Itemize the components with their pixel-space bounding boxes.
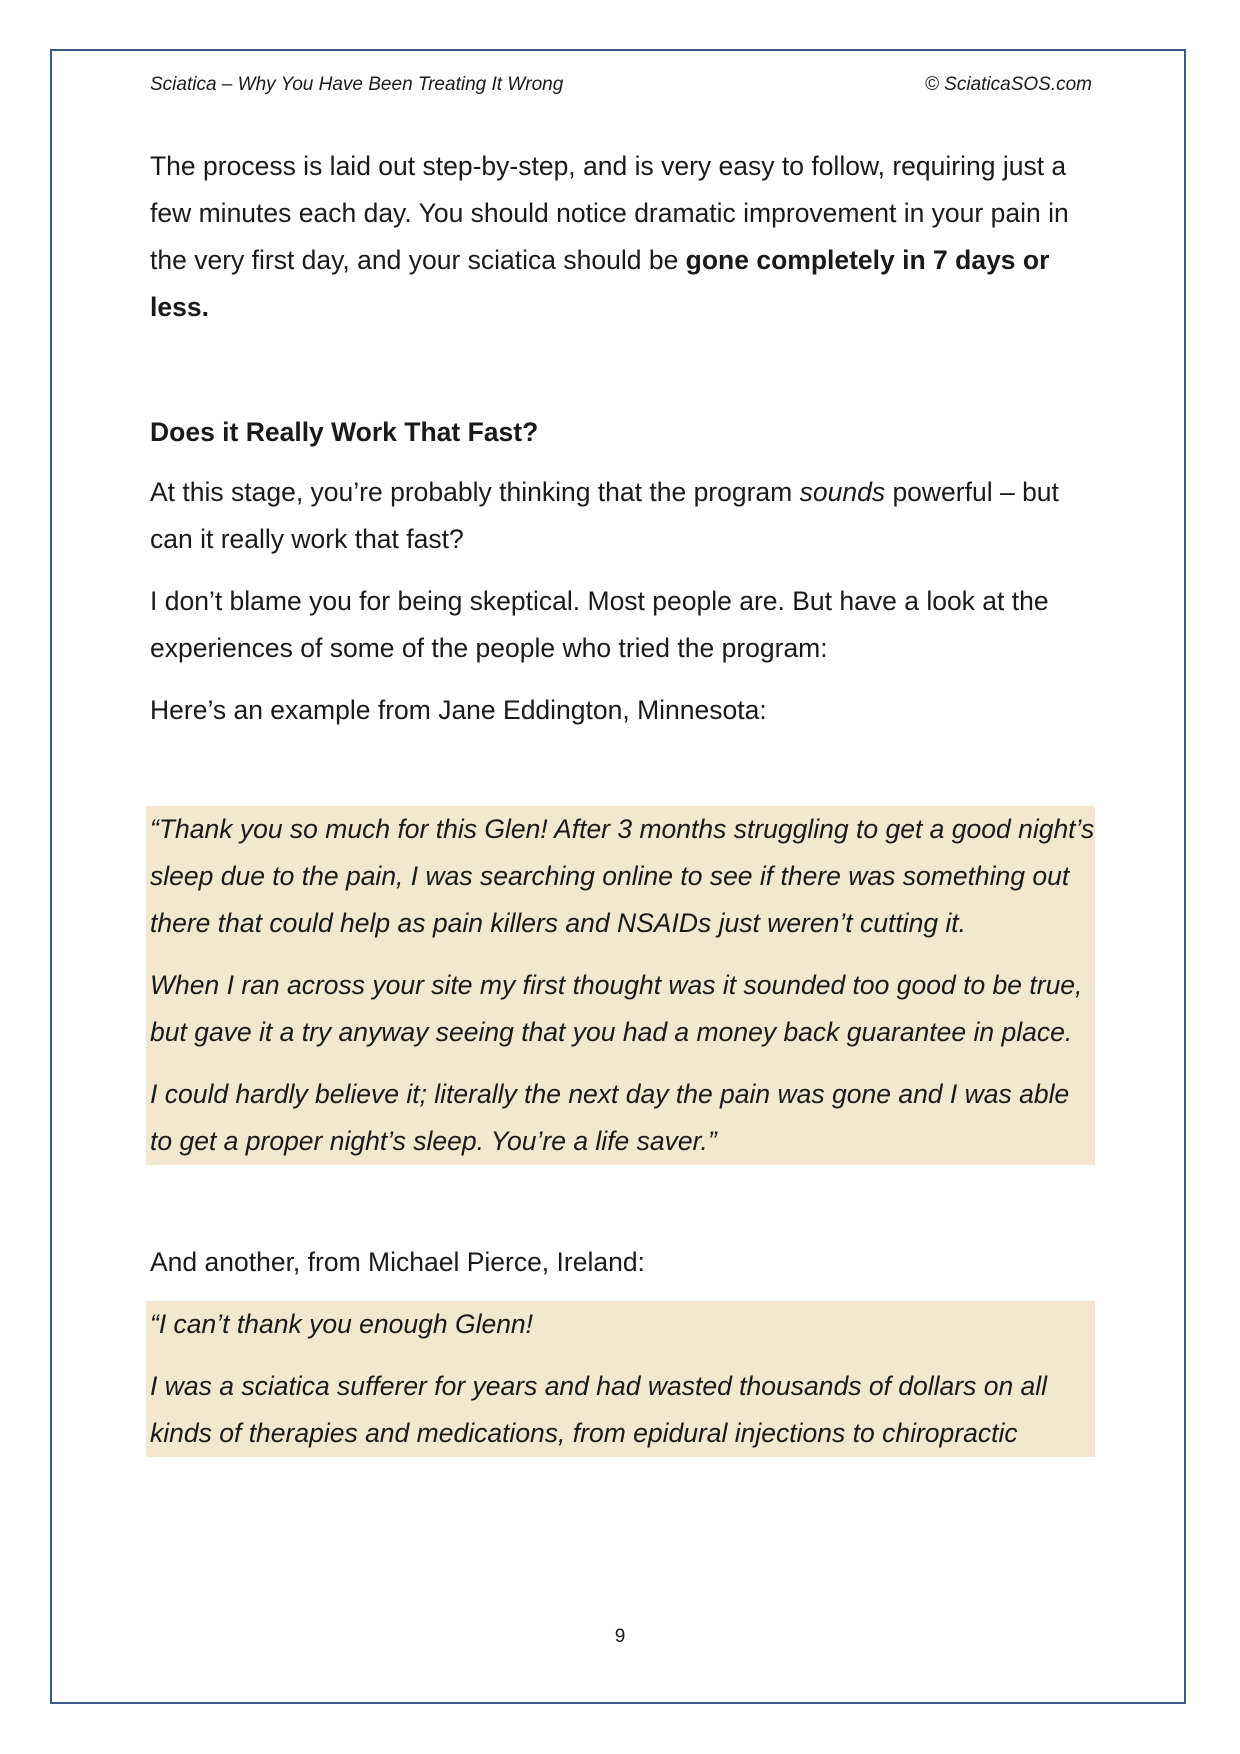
intro-emphasis: gone completely in 7 days or less. — [150, 245, 1050, 322]
paragraph-skeptical: I don’t blame you for being skeptical. Most people are. But have a look at the experiences of some of the people who tried the program: — [150, 586, 1049, 663]
intro-paragraph — [150, 143, 1095, 331]
header-copyright: © SciaticaSOS.com — [924, 74, 1092, 95]
paragraph-another-example: And another, from Michael Pierce, Ireland: — [150, 1247, 645, 1277]
intro-text: The process is laid out step-by-step, and is very easy to follow, requiring just a few minutes each day. You should notice dramatic improvement in your pain in the very first day, and your sciatica should be — [150, 151, 1069, 275]
testimonial-paragraph: I could hardly believe it; literally the next day the pain was gone and I was able to get a proper night’s sleep. You’re a life saver.” — [150, 1079, 1070, 1156]
paragraph-example-intro: Here’s an example from Jane Eddington, Minnesota: — [150, 695, 767, 725]
testimonial-jane — [146, 806, 1095, 1165]
testimonial-paragraph: When I ran across your site my first thought was it sounded too good to be true, but gave it a try anyway seeing that you had a money back guarantee in place. — [150, 970, 1083, 1047]
page-content — [150, 143, 1095, 1457]
testimonial-michael — [146, 1301, 1095, 1457]
emphasis-word: sounds — [799, 477, 886, 507]
header-title: Sciatica – Why You Have Been Treating It Wrong — [150, 74, 564, 95]
paragraph-text: At this stage, you’re probably thinking that the program — [150, 477, 800, 507]
testimonial-paragraph: “Thank you so much for this Glen! After 3 months struggling to get a good night’s sleep due to the pain, I was searching online to see if there was something out there that could help as pain killers and NSAIDs just weren’t cutting it. — [150, 814, 1095, 938]
paragraph-sounds-powerful — [150, 469, 1095, 563]
testimonial-paragraph: I was a sciatica sufferer for years and had wasted thousands of dollars on all kinds of therapies and medications, from epidural injections to chiropractic — [150, 1371, 1048, 1448]
section-heading: Does it Really Work That Fast? — [150, 417, 539, 447]
page-number: 9 — [614, 1626, 626, 1647]
paragraph-text: powerful – but can it really work that fast? — [150, 477, 1059, 554]
testimonial-paragraph: “I can’t thank you enough Glenn! — [150, 1309, 534, 1339]
